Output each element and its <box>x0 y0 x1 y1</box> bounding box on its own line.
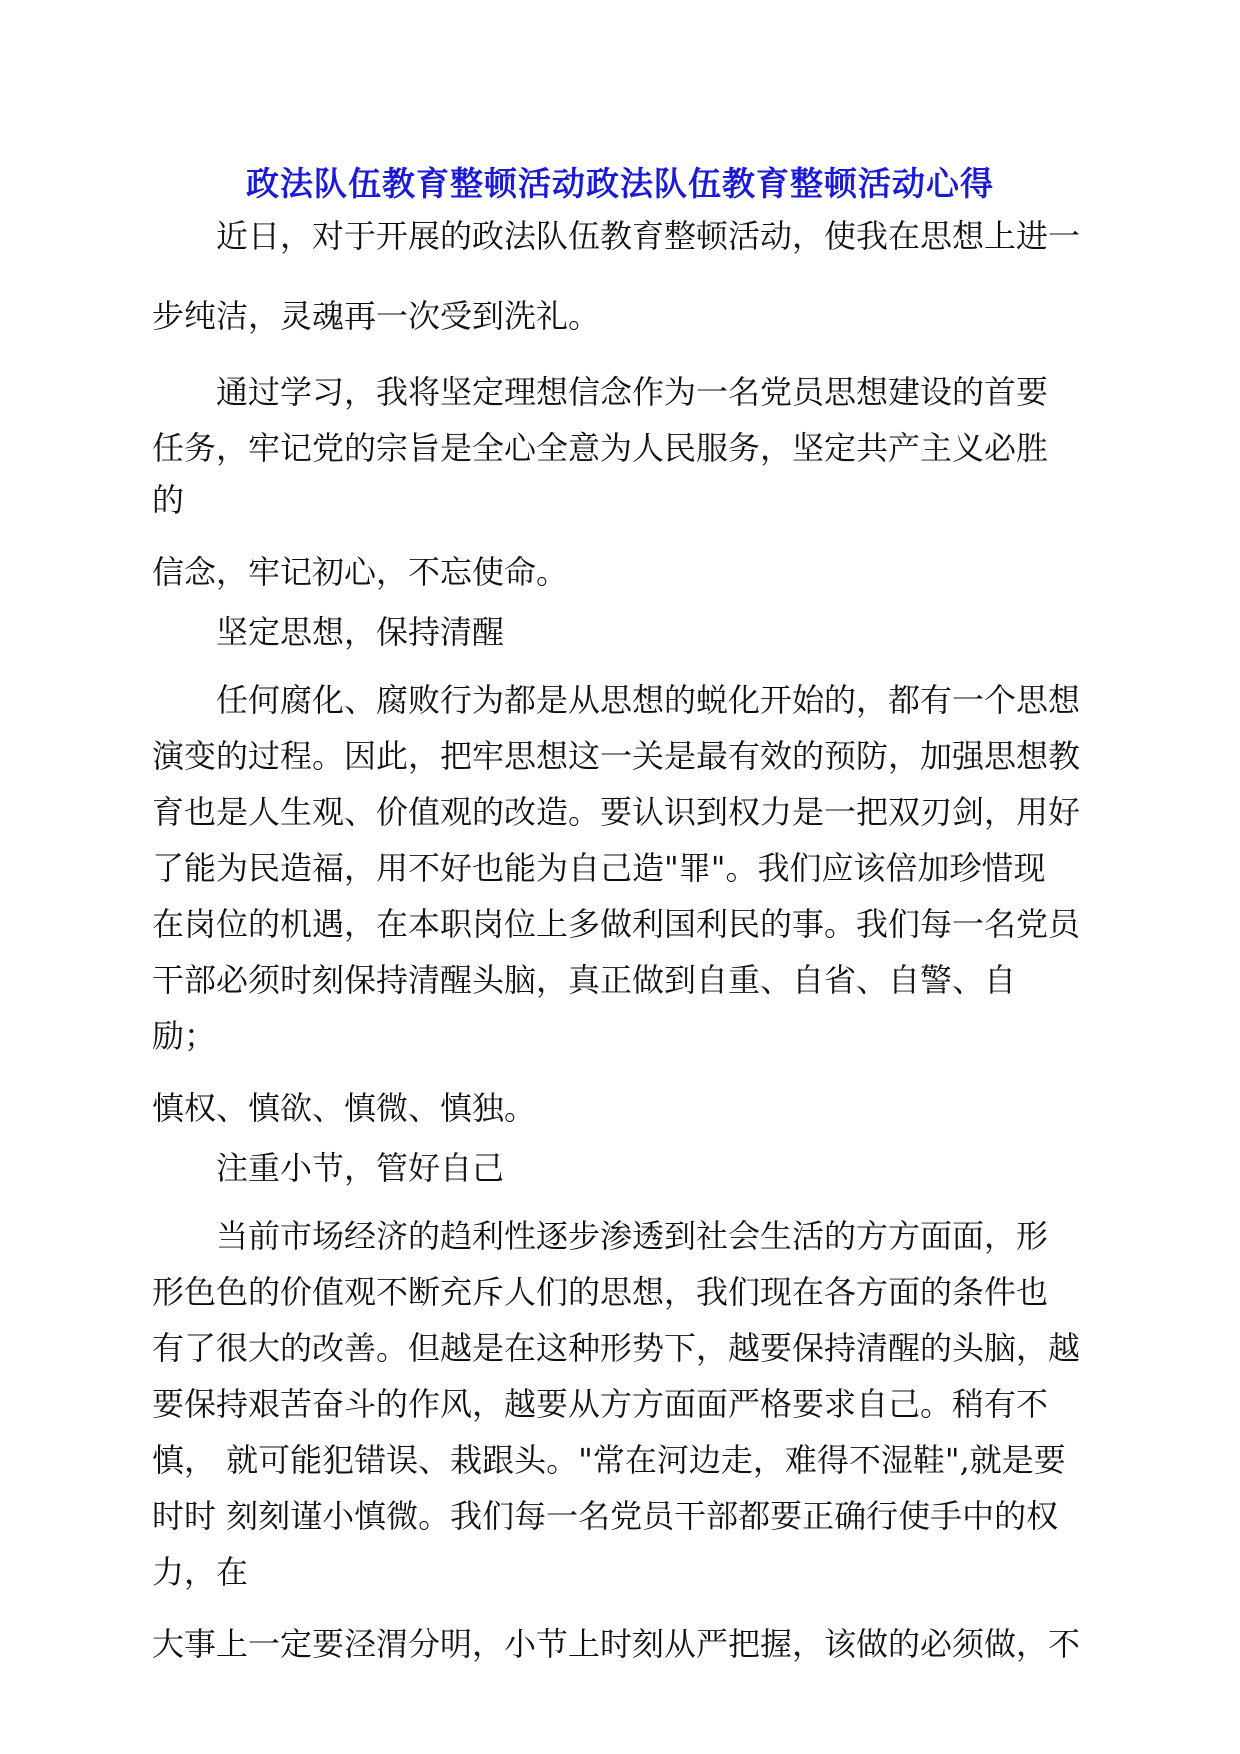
paragraph-line: 任务，牢记党的宗旨是全心全意为人民服务，坚定共产主义必胜 <box>152 429 1049 467</box>
section-heading: 注重小节，管好自己 <box>216 1149 505 1187</box>
section-heading: 坚定思想，保持清醒 <box>216 613 505 651</box>
paragraph-line: 干部必须时刻保持清醒头脑，真正做到自重、自省、自警、自 <box>152 961 1017 999</box>
paragraph-line: 时时 刻刻谨小慎微。我们每一名党员干部都要正确行使手中的权 <box>152 1497 1059 1535</box>
paragraph-line: 慎权、慎欲、慎微、慎独。 <box>152 1089 537 1127</box>
paragraph-line: 有了很大的改善。但越是在这种形势下，越要保持清醒的头脑，越 <box>152 1329 1081 1367</box>
paragraph-line: 要保持艰苦奋斗的作风，越要从方方面面严格要求自己。稍有不 <box>152 1385 1049 1423</box>
paragraph-line: 演变的过程。因此，把牢思想这一关是最有效的预防，加强思想教 <box>152 737 1081 775</box>
paragraph-line: 慎， 就可能犯错误、栽跟头。"常在河边走，难得不湿鞋",就是要 <box>152 1441 1066 1479</box>
paragraph-line: 当前市场经济的趋利性逐步渗透到社会生活的方方面面，形 <box>216 1217 1049 1255</box>
paragraph-line: 励； <box>152 1017 217 1055</box>
paragraph-line: 的 <box>152 481 185 519</box>
document-title: 政法队伍教育整顿活动政法队伍教育整顿活动心得 <box>246 164 994 203</box>
paragraph-line: 近日，对于开展的政法队伍教育整顿活动，使我在思想上进一 <box>216 217 1081 255</box>
paragraph-line: 步纯洁，灵魂再一次受到洗礼。 <box>152 297 601 335</box>
paragraph-line: 在岗位的机遇，在本职岗位上多做利国利民的事。我们每一名党员 <box>152 905 1081 943</box>
paragraph-line: 通过学习，我将坚定理想信念作为一名党员思想建设的首要 <box>216 373 1049 411</box>
paragraph-line: 形色色的价值观不断充斥人们的思想，我们现在各方面的条件也 <box>152 1273 1049 1311</box>
paragraph-line: 任何腐化、腐败行为都是从思想的蜕化开始的，都有一个思想 <box>216 681 1081 719</box>
paragraph-line: 大事上一定要泾渭分明，小节上时刻从严把握，该做的必须做，不 <box>152 1625 1081 1663</box>
paragraph-line: 力，在 <box>152 1553 249 1591</box>
paragraph-line: 了能为民造福，用不好也能为自己造"罪"。我们应该倍加珍惜现 <box>152 849 1046 887</box>
paragraph-line: 育也是人生观、价值观的改造。要认识到权力是一把双刃剑，用好 <box>152 793 1081 831</box>
paragraph-line: 信念，牢记初心，不忘使命。 <box>152 553 569 591</box>
